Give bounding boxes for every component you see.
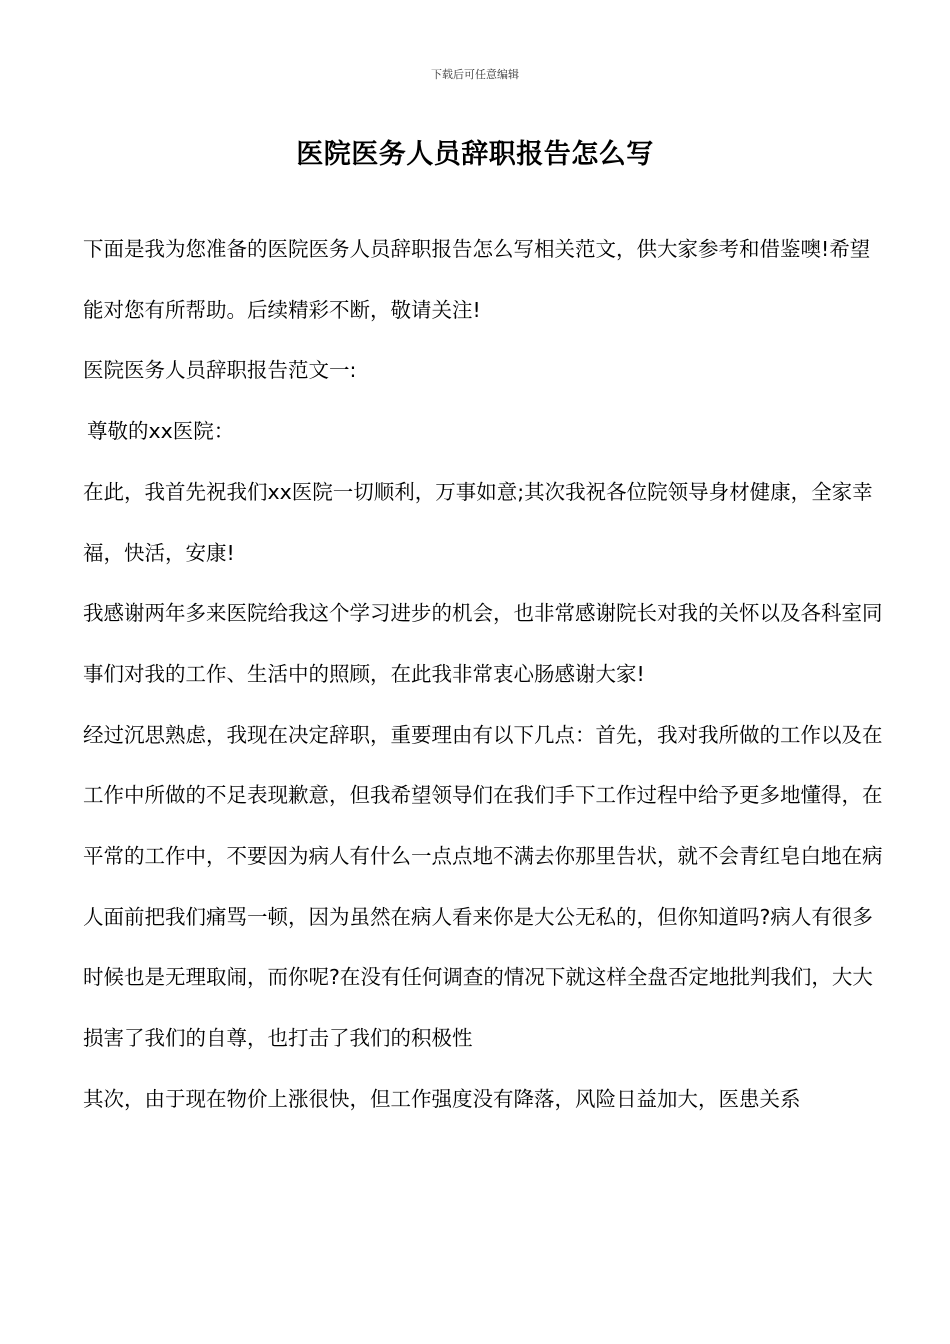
reason-paragraph-1: 经过沉思熟虑，我现在决定辞职，重要理由有以下几点：首先，我对我所做的工作以及在工作中所做的不足表现歉意，但我希望领导们在我们手下工作过程中给予更多地懂得，在平常的工作中，不要因为病人有什么一点点地不满去你那里告状，就不会青红皂白地在病人面前把我们痛骂一顿，因为虽然在病人看来你是大公无私的，但你知道吗?病人有很多时候也是无理取闹，而你呢?在没有任何调查的情况下就这样全盘否定地批判我们，大大损害了我们的自尊，也打击了我们的积极性: [83, 722, 883, 1051]
intro-paragraph: 下面是我为您准备的医院医务人员辞职报告怎么写相关范文，供大家参考和借鉴噢!希望能对您有所帮助。后续精彩不断，敬请关注!: [83, 237, 871, 322]
reason-paragraph-2: 其次，由于现在物价上涨很快，但工作强度没有降落，风险日益加大，医患关系: [83, 1086, 801, 1111]
header-note: 下载后可任意编辑: [431, 68, 519, 81]
document-body: [83, 219, 883, 1130]
salutation: 尊敬的xx医院：: [87, 419, 235, 444]
thanks-paragraph: 我感谢两年多来医院给我这个学习进步的机会，也非常感谢院长对我的关怀以及各科室同事们对我的工作、生活中的照顾，在此我非常衷心肠感谢大家!: [83, 601, 883, 686]
greeting-paragraph: 在此，我首先祝我们xx医院一切顺利，万事如意;其次我祝各位院领导身材健康，全家幸福，快活，安康!: [83, 479, 873, 565]
sample-heading: 医院医务人员辞职报告范文一:: [83, 358, 357, 383]
document-title: 医院医务人员辞职报告怎么写: [296, 139, 654, 170]
